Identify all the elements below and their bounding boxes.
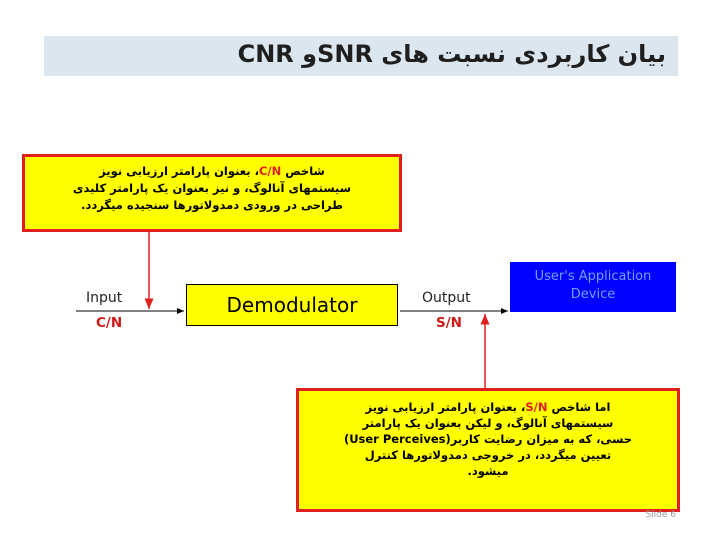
sn-callout-line-5: میشود. <box>467 464 509 478</box>
cn-callout-line-3: طراحی در ورودی دمدولاتورها سنجیده میگردد. <box>81 198 343 212</box>
cn-callout-line-1: شاخص C/N، بعنوان پارامتر ارزیابی نویز <box>99 164 325 178</box>
device-label-line-2: Device <box>570 287 616 302</box>
input-label: Input <box>86 290 123 306</box>
sn-callout-line-3: حسی، که به میزان رضایت کاربر(User Perceives) <box>343 432 633 446</box>
sn-term: S/N <box>525 400 548 414</box>
sn-callout <box>296 388 680 512</box>
cn-callout-line-2: سیستمهای آنالوگ، و نیز بعنوان یک پارامتر کلیدی <box>72 181 352 195</box>
demodulator-block <box>186 284 398 326</box>
demodulator-label: Demodulator <box>226 293 358 317</box>
cn-callout <box>22 154 402 232</box>
user-perceives-term: User Perceives <box>349 432 446 446</box>
cn-term: C/N <box>258 164 282 178</box>
user-application-device-block <box>510 262 676 312</box>
sn-callout-line-2: سیستمهای آنالوگ، و لیکن بعنوان یک پارامتر <box>362 416 614 430</box>
slide-title: بیان کاربردی نسبت های SNRو CNR <box>237 40 666 68</box>
slide-number: Slide 6 <box>645 510 676 520</box>
sn-callout-line-4: تعیین میگردد، در خروجی دمدولاتورها کنترل <box>364 448 612 462</box>
input-ratio: C/N <box>96 315 123 331</box>
sn-callout-line-1: اما شاخص S/N، بعنوان پارامتر ارزیابی نویز <box>365 400 611 414</box>
output-ratio: S/N <box>436 315 462 331</box>
device-label-line-1: User's Application <box>534 269 652 284</box>
output-label: Output <box>422 290 471 306</box>
